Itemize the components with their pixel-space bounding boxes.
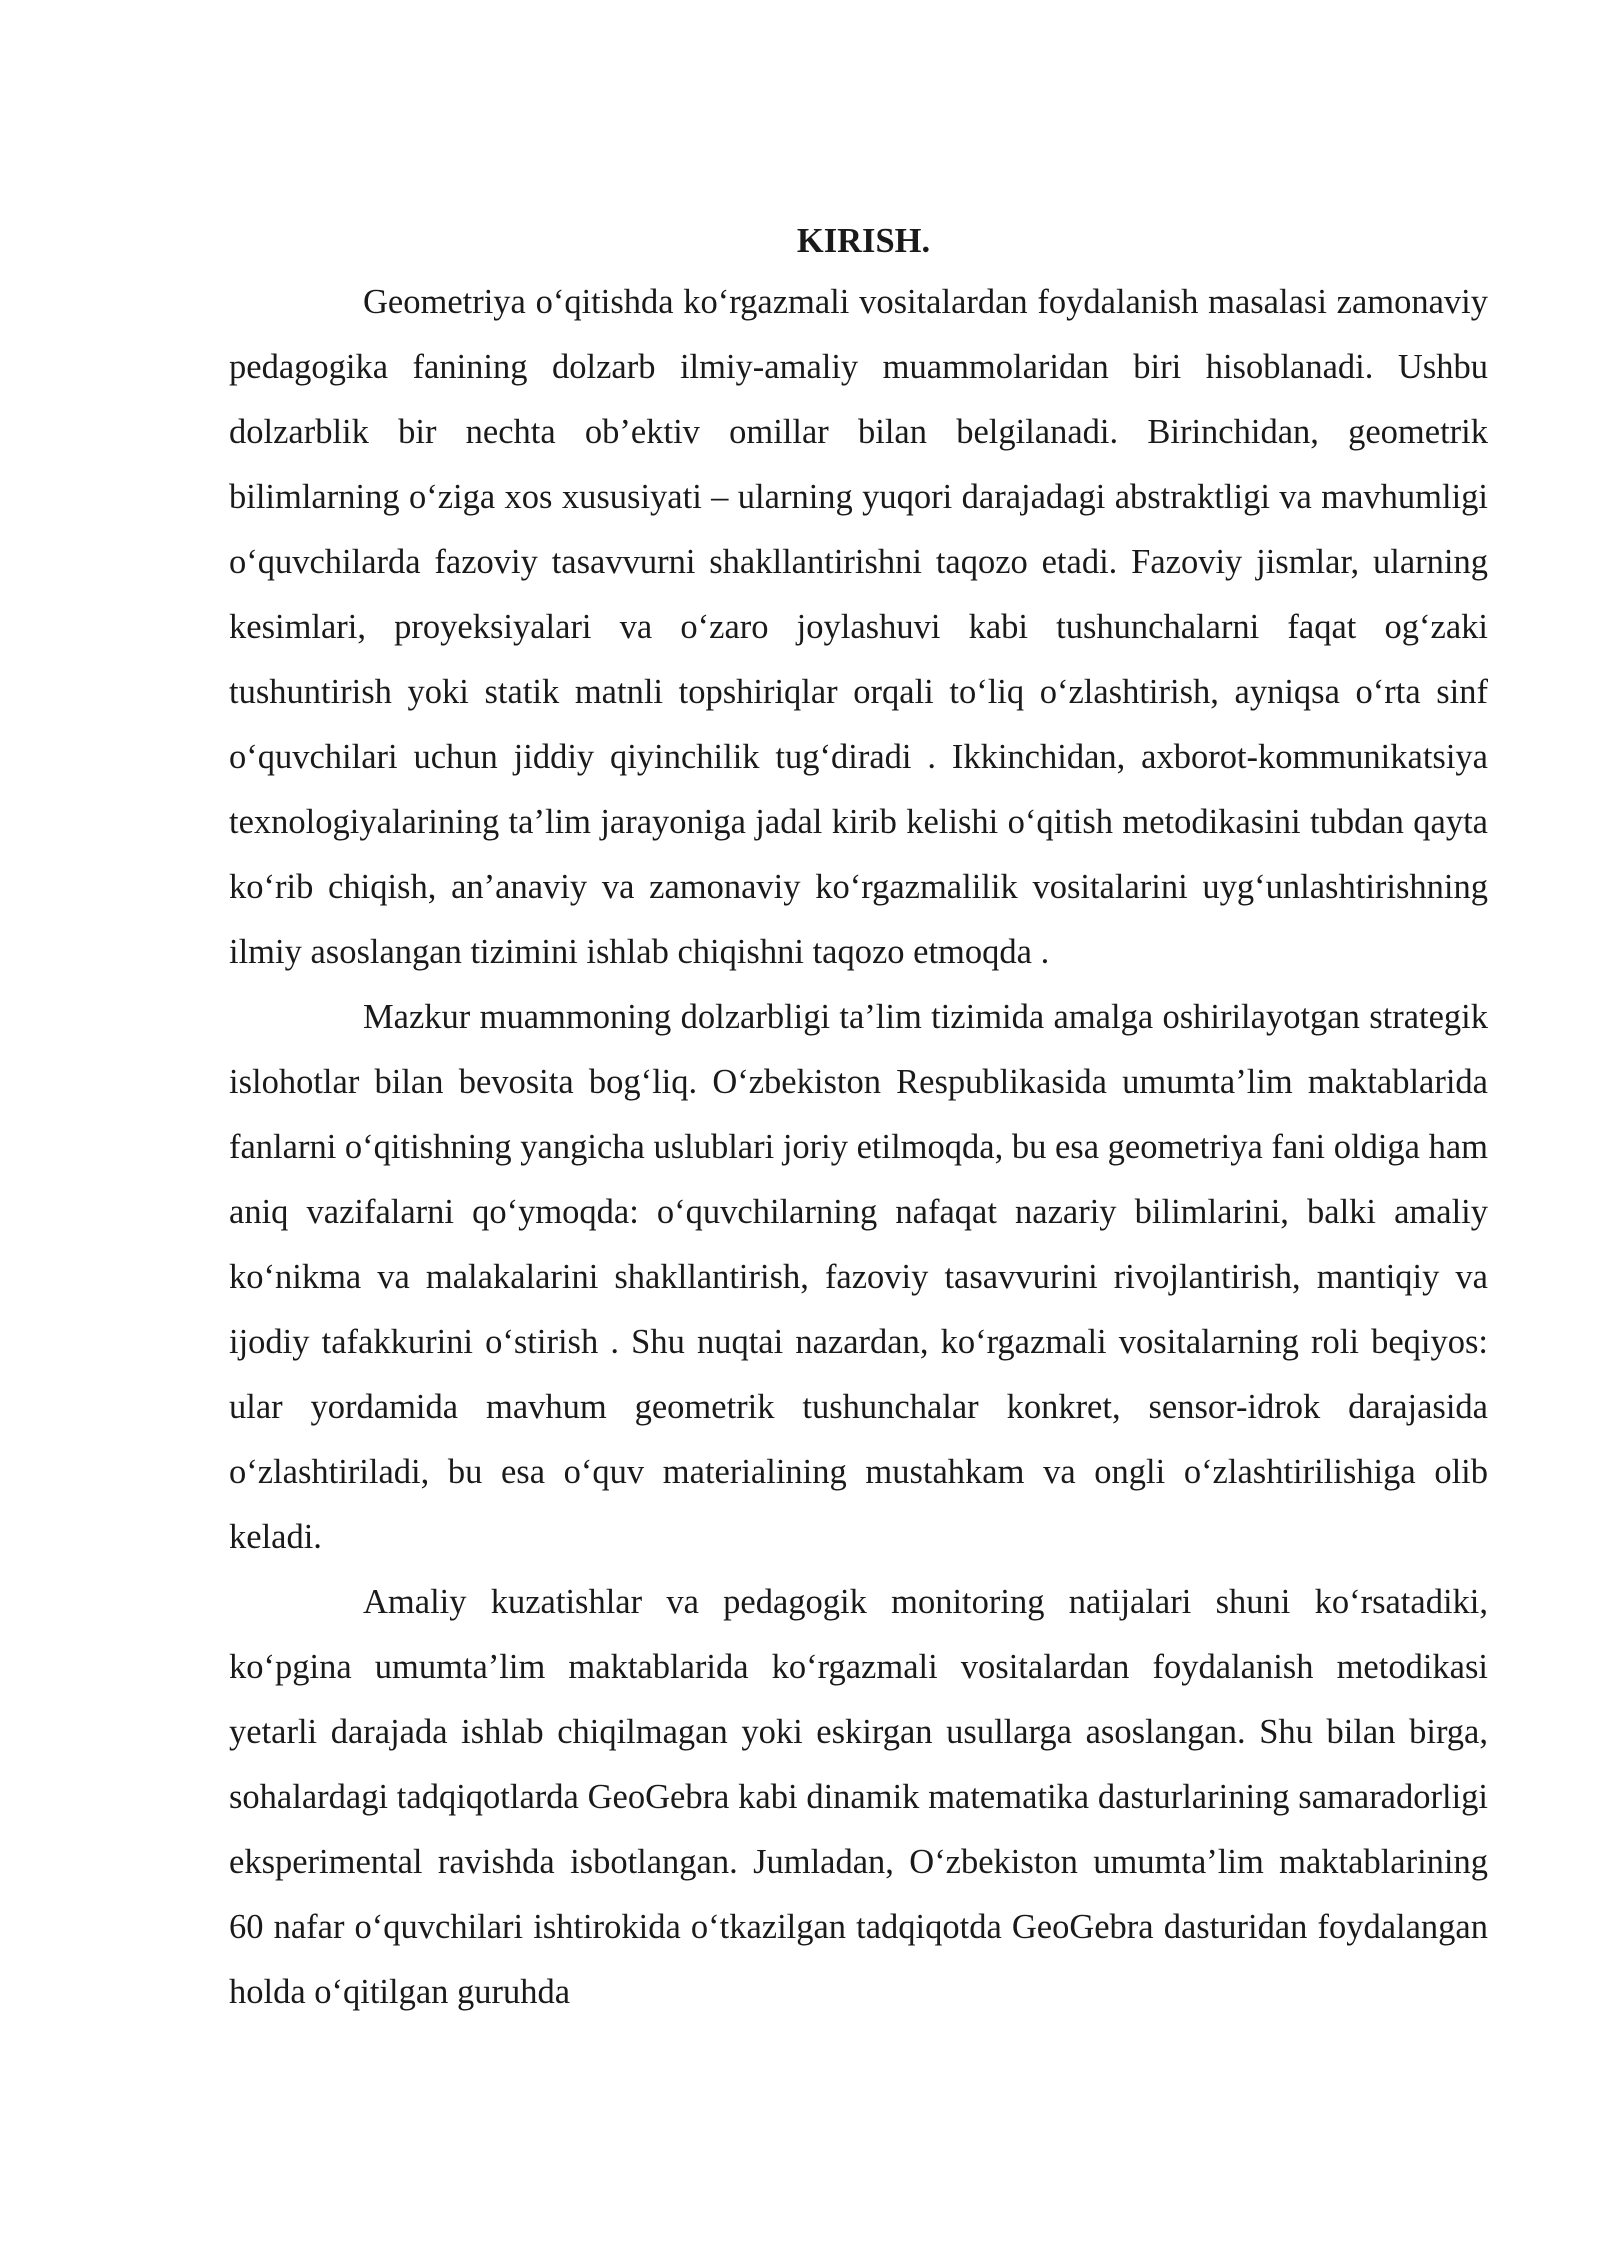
paragraph-2: Mazkur muammoning dolzarbligi ta’lim tizimida amalga oshirilayotgan strategik islohotlar bilan bevosita bog‘liq. O‘zbekiston Respublikasida umumta’lim maktablarida fanlarni o‘qitishning yangicha uslublari joriy etilmoqda, bu esa geometriya fani oldiga ham aniq vazifalarni qo‘ymoqda: o‘quvchilarning nafaqat nazariy bilimlarini, balki amaliy ko‘nikma va malakalarini shakllantirish, fazoviy tasavvurini rivojlantirish, mantiqiy va ijodiy tafakkurini o‘stirish . Shu nuqtai nazardan, ko‘rgazmali vositalarning roli beqiyos: ular yordamida mavhum geometrik tushunchalar konkret, sensor-idrok darajasida o‘zlashtiriladi, bu esa o‘quv materialining mustahkam va ongli o‘zlashtirilishiga olib keladi. bbox=[229, 998, 1488, 1556]
page-title: KIRISH. bbox=[796, 222, 931, 260]
paragraph-1: Geometriya o‘qitishda ko‘rgazmali vositalardan foydalanish masalasi zamonaviy pedagogika fanining dolzarb ilmiy-amaliy muammolaridan biri hisoblanadi. Ushbu dolzarblik bir nechta ob’ektiv omillar bilan belgilanadi. Birinchidan, geometrik bilimlarning o‘ziga xos xususiyati – ularning yuqori darajadagi abstraktligi va mavhumligi o‘quvchilarda fazoviy tasavvurni shakllantirishni taqozo etadi. Fazoviy jismlar, ularning kesimlari, proyeksiyalari va o‘zaro joylashuvi kabi tushunchalarni faqat og‘zaki tushuntirish yoki statik matnli topshiriqlar orqali to‘liq o‘zlashtirish, ayniqsa o‘rta sinf o‘quvchilari uchun jiddiy qiyinchilik tug‘diradi . Ikkinchidan, axborot-kommunikatsiya texnologiyalarining ta’lim jarayoniga jadal kirib kelishi o‘qitish metodikasini tubdan qayta ko‘rib chiqish, an’anaviy va zamonaviy ko‘rgazmalilik vositalarini uyg‘unlashtirishning ilmiy asoslangan tizimini ishlab chiqishni taqozo etmoqda . bbox=[229, 283, 1488, 971]
paragraph-3: Amaliy kuzatishlar va pedagogik monitoring natijalari shuni ko‘rsatadiki, ko‘pgina umumta’lim maktablarida ko‘rgazmali vositalardan foydalanish metodikasi yetarli darajada ishlab chiqilmagan yoki eskirgan usullarga asoslangan. Shu bilan birga, sohalardagi tadqiqotlarda GeoGebra kabi dinamik matematika dasturlarining samaradorligi eksperimental ravishda isbotlangan. Jumladan, O‘zbekiston umumta’lim maktablarining 60 nafar o‘quvchilari ishtirokida o‘tkazilgan tadqiqotda GeoGebra dasturidan foydalangan holda o‘qitilgan guruhda bbox=[229, 1583, 1488, 2011]
document-body bbox=[229, 212, 1488, 2025]
